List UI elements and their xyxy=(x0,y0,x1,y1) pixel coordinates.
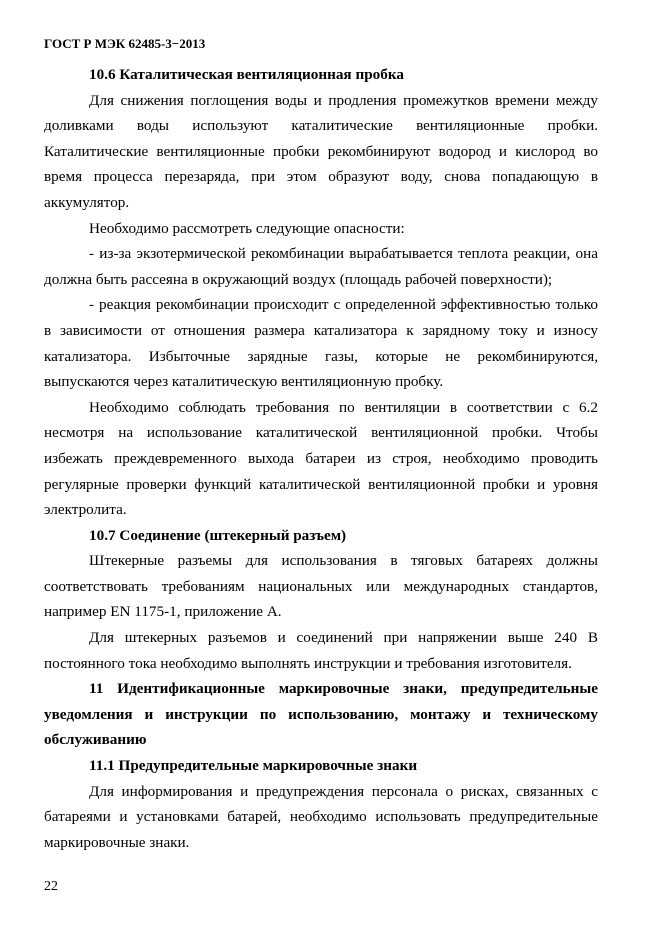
paragraph: Штекерные разъемы для использования в тяговых батареях должны соответствовать требованиям национальных или международных стандартов, например EN 1175-1, приложение А. xyxy=(44,552,598,621)
document-page xyxy=(44,36,598,855)
paragraph: Для информирования и предупреждения персонала о рисках, связанных с батареями и установками батарей, необходимо использовать предупредительные маркировочные знаки. xyxy=(44,782,598,851)
section-heading-11-1: 11.1 Предупредительные маркировочные знаки xyxy=(89,757,418,775)
paragraph: Необходимо рассмотреть следующие опасности: xyxy=(89,219,405,237)
paragraph: Для снижения поглощения воды и продления промежутков времени между доливками воды используют каталитические вентиляционные пробки. Каталитические вентиляционные пробки рекомбинируют водород и кислород во время процесса перезаряда, при этом образуют воду, снова попадающую в аккумулятор. xyxy=(44,91,598,211)
section-heading-11: 11 Идентификационные маркировочные знаки, предупредительные уведомления и инструкции по использованию, монтажу и техническому обслуживанию xyxy=(44,680,598,749)
paragraph: Для штекерных разъемов и соединений при напряжении выше 240 В постоянного тока необходимо выполнять инструкции и требования изготовителя. xyxy=(44,629,598,672)
section-heading-10-6: 10.6 Каталитическая вентиляционная пробка xyxy=(89,66,404,83)
section-heading-10-7: 10.7 Соединение (штекерный разъем) xyxy=(89,526,347,544)
list-item: - реакция рекомбинации происходит с определенной эффективностью только в зависимости от отношения размера катализатора к зарядному току и износу катализатора. Избыточные зарядные газы, которые не рекомбинируются, выпускаются через каталитическую вентиляционную пробку. xyxy=(44,296,598,391)
document-header: ГОСТ Р МЭК 62485-3−2013 xyxy=(44,36,206,51)
page-number: 22 xyxy=(44,879,58,894)
list-item: - из-за экзотермической рекомбинации вырабатывается теплота реакции, она должна быть рассеяна в окружающий воздух (площадь рабочей поверхности); xyxy=(44,245,598,288)
paragraph: Необходимо соблюдать требования по вентиляции в соответствии с 6.2 несмотря на использование каталитической вентиляционной пробки. Чтобы избежать преждевременного выхода батареи из строя, необходимо проводить регулярные проверки функций каталитической вентиляционной пробки и уровня электролита. xyxy=(44,398,598,519)
